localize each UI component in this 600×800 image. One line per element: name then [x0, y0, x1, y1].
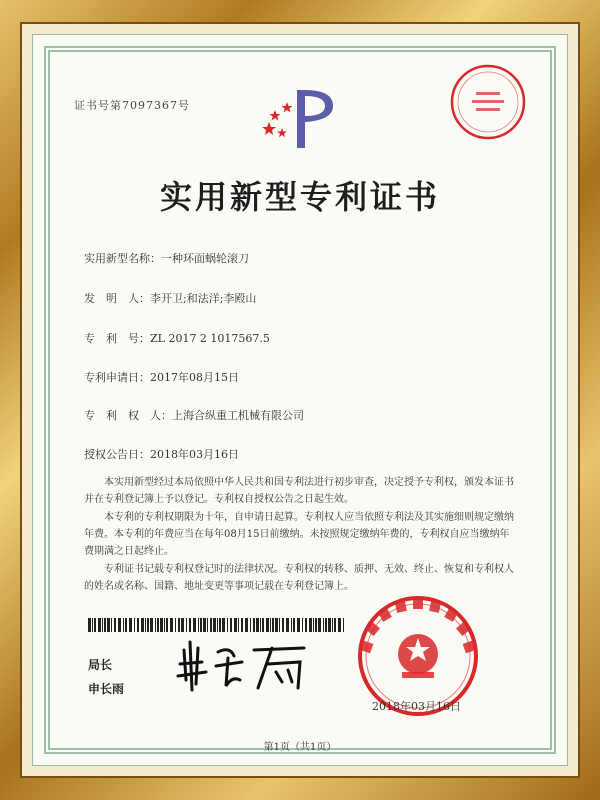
barcode-bar	[203, 618, 206, 632]
barcode-bar	[114, 618, 116, 632]
barcode-bar	[293, 618, 295, 632]
barcode-bar	[207, 618, 208, 632]
top-official-stamp-icon	[448, 62, 528, 142]
barcode-bar	[309, 618, 312, 632]
barcode-bar	[170, 618, 173, 632]
barcode-bar	[227, 618, 228, 632]
paragraph-term: 本专利的专利权期限为十年，自申请日起算。专利权人应当依照专利法及其实施细则规定缴纳年费。本专利的年费应当在每年08月15日前缴纳。未按照规定缴纳年费的，专利权自应当缴纳年费期满之日起终止。	[84, 512, 514, 557]
barcode-bar	[107, 618, 110, 632]
barcode-bar	[150, 618, 153, 632]
barcode-bar	[332, 618, 333, 632]
barcode-icon	[88, 618, 348, 632]
barcode-bar	[270, 618, 271, 632]
stamp-date: 2018年03月16日	[372, 700, 461, 713]
field-label: 专 利 权 人：	[84, 409, 172, 422]
barcode-bar	[217, 618, 218, 632]
barcode-bar	[181, 618, 184, 632]
barcode-bar	[286, 618, 289, 632]
barcode-bar	[166, 618, 168, 632]
field-label: 授权公告日：	[84, 448, 150, 461]
barcode-bar	[141, 618, 144, 632]
barcode-bar	[147, 618, 149, 632]
field-value: 2018年03月16日	[150, 448, 239, 461]
field-value: 李开卫;和法洋;李殿山	[150, 292, 257, 305]
field-value: ZL 2017 2 1017567.5	[150, 332, 270, 345]
barcode-bar	[325, 618, 327, 632]
director-name: 申长雨	[88, 682, 125, 696]
barcode-bar	[111, 618, 112, 632]
field-value: 2017年08月15日	[150, 371, 239, 384]
certificate-number: 证书号第7097367号	[74, 99, 190, 112]
barcode-bar	[189, 618, 191, 632]
barcode-bar	[125, 618, 127, 632]
signature-icon	[172, 636, 312, 696]
barcode-bar	[193, 618, 196, 632]
page-footer: 第1页（共1页）	[263, 742, 337, 753]
director-title: 局长	[88, 658, 113, 672]
barcode-bar	[178, 618, 180, 632]
barcode-bar	[104, 618, 106, 632]
barcode-bar	[305, 618, 307, 632]
barcode-bar	[272, 618, 274, 632]
barcode-bar	[98, 618, 101, 632]
barcode-bar	[234, 618, 237, 632]
paragraph-grant: 本实用新型经过本局依照中华人民共和国专利法进行初步审查，决定授予专利权，颁发本证书并在专利登记簿上予以登记。专利权自授权公告之日起生效。	[84, 477, 514, 505]
field-value: 一种环面蜗轮滚刀	[161, 252, 249, 265]
barcode-bar	[260, 618, 261, 632]
barcode-bar	[160, 618, 163, 632]
barcode-bar	[313, 618, 314, 632]
barcode-bar	[222, 618, 225, 632]
field-label: 实用新型名称：	[84, 252, 161, 265]
patent-logo-icon	[255, 82, 345, 152]
field-inventors	[84, 290, 256, 306]
barcode-bar	[338, 618, 341, 632]
barcode-bar	[241, 618, 243, 632]
barcode-bar	[200, 618, 202, 632]
field-patent-number	[84, 330, 270, 346]
barcode-bar	[315, 618, 317, 632]
field-label: 专 利 号：	[84, 332, 150, 345]
paragraph-record: 专利证书记载专利权登记时的法律状况。专利权的转移、质押、无效、终止、恢复和专利权人的姓名或名称、国籍、地址变更等事项记载在专利登记簿上。	[84, 564, 514, 592]
barcode-bar	[118, 618, 121, 632]
barcode-bar	[256, 618, 259, 632]
barcode-bar	[213, 618, 216, 632]
barcode-bar	[129, 618, 132, 632]
barcode-bar	[302, 618, 303, 632]
barcode-bar	[175, 618, 176, 632]
barcode-bar	[102, 618, 103, 632]
barcode-bar	[253, 618, 255, 632]
barcode-bar	[245, 618, 248, 632]
barcode-bar	[297, 618, 300, 632]
barcode-bar	[334, 618, 336, 632]
barcode-bar	[238, 618, 239, 632]
field-patentee	[84, 407, 304, 423]
barcode-bar	[230, 618, 232, 632]
barcode-bar	[328, 618, 331, 632]
barcode-bar	[137, 618, 139, 632]
barcode-bar	[279, 618, 280, 632]
field-grant-date	[84, 446, 239, 462]
barcode-bar	[157, 618, 159, 632]
barcode-bar	[155, 618, 156, 632]
barcode-bar	[186, 618, 187, 632]
barcode-bar	[291, 618, 292, 632]
barcode-bar	[219, 618, 221, 632]
barcode-bar	[282, 618, 284, 632]
barcode-bar	[210, 618, 212, 632]
certificate-title: 实用新型专利证书	[159, 178, 440, 216]
barcode-bar	[250, 618, 251, 632]
field-application-date	[84, 369, 239, 385]
barcode-bar	[275, 618, 278, 632]
field-label: 专利申请日：	[84, 371, 150, 384]
barcode-bar	[262, 618, 264, 632]
barcode-bar	[123, 618, 124, 632]
barcode-bar	[94, 618, 96, 632]
barcode-bar	[198, 618, 199, 632]
barcode-bar	[134, 618, 135, 632]
barcode-bar	[88, 618, 91, 632]
field-label: 发 明 人：	[84, 292, 150, 305]
barcode-bar	[266, 618, 269, 632]
barcode-bar	[145, 618, 146, 632]
barcode-bar	[92, 618, 93, 632]
barcode-bar	[318, 618, 321, 632]
field-utility-model-name	[84, 250, 249, 266]
barcode-bar	[323, 618, 324, 632]
field-value: 上海合纵重工机械有限公司	[172, 409, 304, 422]
barcode-bar	[164, 618, 165, 632]
